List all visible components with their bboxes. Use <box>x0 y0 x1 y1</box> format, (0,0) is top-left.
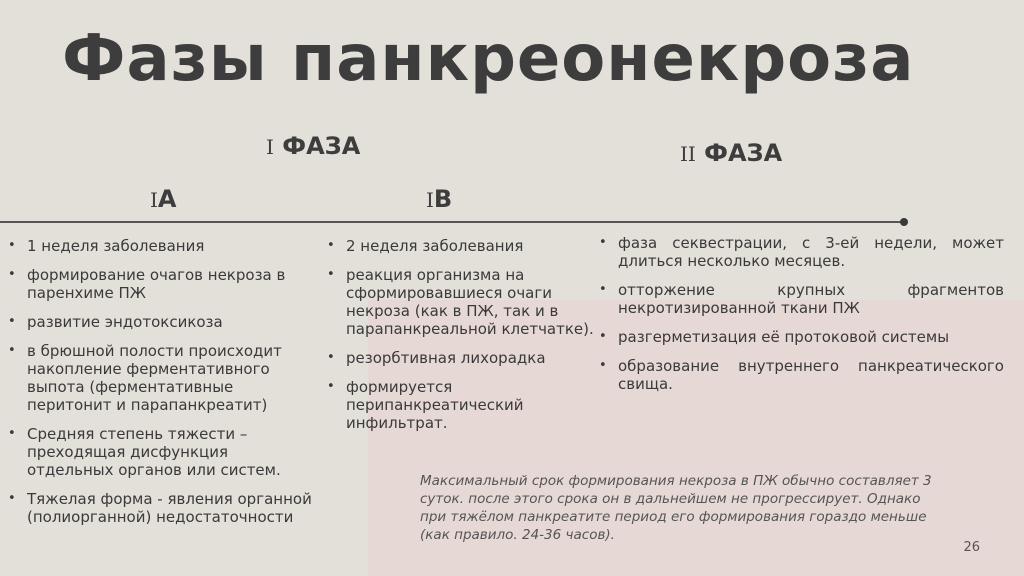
list-item: • 1 неделя заболевания <box>5 237 313 255</box>
subphase-b-heading <box>426 185 452 213</box>
list-item: • в брюшной полости происходит накопление ферментативного выпота (ферментативные перитонит и парапанкреатит) <box>5 342 313 414</box>
list-item: • Средняя степень тяжести – преходящая дисфункция отдельных органов или систем. <box>5 425 313 479</box>
list-item: • резорбтивная лихорадка <box>324 349 596 367</box>
necrosis-timing-note: Максимальный срок формирования некроза в ПЖ обычно составляет 3 суток. после этого срока он в дальнейшем не прогрессирует. Однако при тяжёлом панкреатите период его формирования гораздо меньше (как правило. 24-36 часов). <box>420 473 932 543</box>
subphase-a-numeral: I <box>150 188 158 212</box>
subphase-b-numeral: I <box>426 188 434 212</box>
phase-2-list <box>596 234 1004 404</box>
list-item: • формирование очагов некроза в паренхиме ПЖ <box>5 266 313 302</box>
list-item: • развитие эндотоксикоза <box>5 313 313 331</box>
timeline-end-dot <box>900 218 908 226</box>
phase-2-heading <box>680 139 782 167</box>
list-item: • фаза секвестрации, с 3-ей недели, может длиться несколько месяцев. <box>596 234 1004 270</box>
phase-1-heading <box>266 132 360 160</box>
phase-2-numeral: II <box>680 142 696 166</box>
list-item: • отторжение крупных фрагментов некротизированной ткани ПЖ <box>596 281 1004 317</box>
phase-2-label: ФАЗА <box>704 139 783 167</box>
phase-1-numeral: I <box>266 135 274 159</box>
phase-1-label: ФАЗА <box>282 132 361 160</box>
list-item: • образование внутреннего панкреатического свища. <box>596 357 1004 393</box>
slide-title: Фазы панкреонекроза <box>62 22 915 96</box>
subphase-b-label: В <box>433 185 453 213</box>
list-item: • разгерметизация её протоковой системы <box>596 328 1004 346</box>
phase-1a-list <box>5 237 313 537</box>
list-item: • формируется перипанкреатический инфильтрат. <box>324 378 596 432</box>
list-item: • Тяжелая форма - явления органной (полиорганной) недостаточности <box>5 490 313 526</box>
phase-1b-list <box>324 237 596 443</box>
timeline-line <box>0 221 905 223</box>
subphase-a-label: А <box>157 185 177 213</box>
list-item: • 2 неделя заболевания <box>324 237 596 255</box>
page-number: 26 <box>963 540 980 555</box>
subphase-a-heading <box>150 185 176 213</box>
list-item: • реакция организма на сформировавшиеся очаги некроза (как в ПЖ, так и в парапанкреальной клетчатке). <box>324 266 596 338</box>
